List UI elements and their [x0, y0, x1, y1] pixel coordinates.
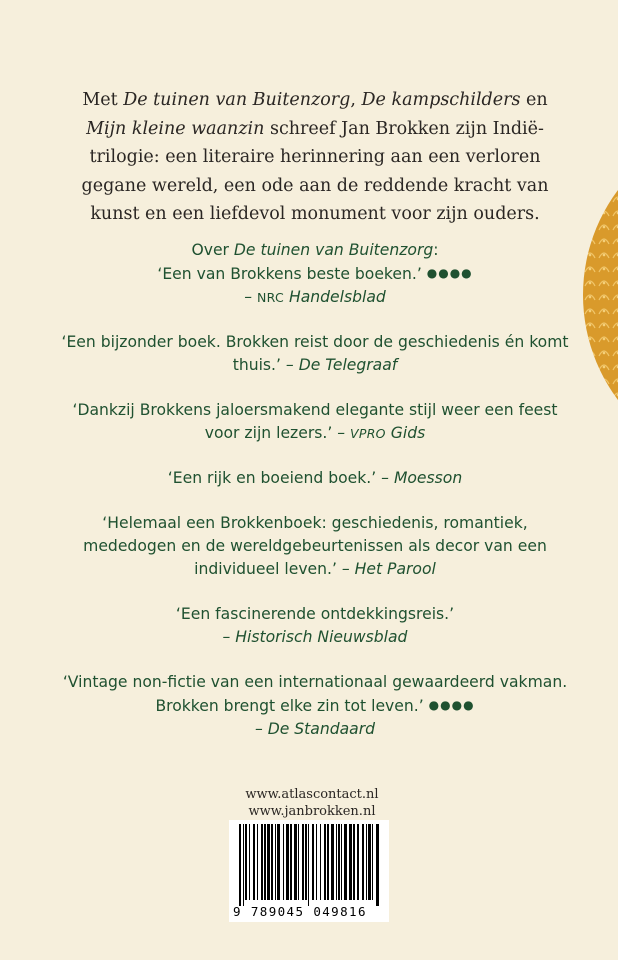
quote-source: –: [244, 288, 257, 306]
barcode-bar: [341, 824, 342, 900]
barcode-bar: [283, 824, 284, 900]
barcode-bar: [302, 824, 304, 900]
quote-source: –: [332, 424, 350, 442]
rating-dots: ●●●●: [428, 698, 475, 712]
barcode-bar: [294, 824, 297, 900]
barcode-bar: [308, 824, 309, 906]
barcode-bar: [257, 824, 258, 900]
quote-source: VPRO: [350, 426, 386, 441]
quote-source: –: [376, 469, 394, 487]
barcode-bar: [312, 824, 314, 900]
barcode-bar: [267, 824, 270, 900]
quote-source: Historisch Nieuwsblad: [235, 628, 408, 646]
barcode-bar: [277, 824, 280, 900]
barcode-bar: [327, 824, 329, 900]
barcode-bar: [264, 824, 266, 900]
barcode-bar: [286, 824, 289, 900]
barcode-bar: [261, 824, 263, 900]
barcode-bar: [245, 824, 247, 900]
barcode-bar: [372, 824, 373, 900]
barcode-bar: [376, 824, 379, 906]
review-quote: [60, 467, 570, 490]
quote-source: NRC: [256, 290, 285, 305]
barcode-bar: [239, 824, 241, 906]
quote-intro-title: De tuinen van Buitenzorg: [233, 241, 434, 259]
barcode-bar: [271, 824, 273, 900]
review-quote: [60, 239, 570, 309]
barcode-bar: [243, 824, 244, 906]
review-quote: [60, 512, 570, 581]
barcode-bar: [336, 824, 337, 900]
quote-source: De Telegraaf: [298, 356, 398, 374]
barcode-bar: [316, 824, 317, 900]
barcode-bar: [357, 824, 359, 900]
blurb-text: Met: [82, 90, 124, 110]
quote-text: ‘Dankzij Brokkens jaloersmakend elegante stijl weer een feest voor zijn lezers.’: [72, 401, 558, 442]
barcode-bar: [338, 824, 340, 900]
barcode-bar: [275, 824, 276, 900]
barcode-bar: [298, 824, 299, 900]
isbn-number: 9 789045 049816: [233, 904, 367, 919]
quote-source: Het Parool: [354, 560, 436, 578]
blurb-text: ,: [350, 90, 362, 110]
barcode-bar: [368, 824, 371, 900]
blurb-title: Mijn kleine waanzin: [86, 118, 265, 139]
quote-source: –: [280, 356, 299, 374]
quote-source: Handelsblad: [284, 288, 386, 306]
blurb-text: schreef Jan Brokken zijn Indië-trilogie: een literaire herinnering aan een verloren gegane wereld, een ode aan de reddende kracht van kunst en een liefdevol monument voor zijn ouders.: [81, 118, 549, 224]
barcode-bar: [344, 824, 347, 900]
quote-source: De Standaard: [267, 720, 376, 738]
barcode-bar: [331, 824, 334, 900]
barcode-bar: [320, 824, 321, 900]
quote-text: ‘Vintage non-fictie van een internationaal gewaardeerd vakman. Brokken brengt elke zin tot leven.’: [62, 673, 568, 715]
review-quote: [60, 603, 570, 649]
review-quotes: [60, 239, 570, 763]
ornament-circle-icon: [583, 120, 618, 470]
barcode-bar: [353, 824, 355, 900]
blurb: [70, 86, 560, 229]
quote-intro: Over: [191, 241, 234, 259]
quote-source: –: [222, 628, 236, 646]
isbn-barcode: [229, 820, 389, 922]
quote-text: ‘Helemaal een Brokkenboek: geschiedenis, romantiek, mededogen en de wereldgebeurtenissen als decor van een individueel leven.’: [83, 514, 547, 578]
barcode-bar: [349, 824, 352, 900]
quote-text: ‘Een fascinerende ontdekkingsreis.’: [175, 605, 455, 623]
quote-text: ‘Een van Brokkens beste boeken.’: [157, 265, 422, 283]
quote-source: –: [336, 560, 355, 578]
blurb-text: en: [520, 90, 548, 110]
website-url[interactable]: www.atlascontact.nl: [245, 787, 379, 802]
website-url[interactable]: www.janbrokken.nl: [248, 804, 376, 819]
rating-dots: ●●●●: [426, 266, 473, 280]
quote-source: –: [254, 720, 268, 738]
review-quote: [60, 331, 570, 377]
barcode-bar: [253, 824, 255, 900]
review-quote: [60, 399, 570, 445]
barcode-bar: [366, 824, 367, 900]
barcode-bar: [324, 824, 326, 900]
barcode-bar: [305, 824, 307, 900]
barcode-bar: [290, 824, 292, 900]
barcode-bar: [362, 824, 364, 900]
websites: [232, 786, 392, 820]
quote-source: Gids: [385, 424, 426, 442]
quote-text: ‘Een rijk en boeiend boek.’: [167, 469, 377, 487]
quote-intro: :: [433, 241, 439, 259]
quote-source: Moesson: [393, 469, 463, 487]
review-quote: [60, 671, 570, 741]
blurb-title: De tuinen van Buitenzorg: [123, 90, 351, 110]
barcode-bar: [249, 824, 250, 900]
quote-text: ‘Een bijzonder boek. Brokken reist door de geschiedenis én komt thuis.’: [61, 333, 569, 374]
blurb-title: De kampschilders: [361, 90, 521, 110]
